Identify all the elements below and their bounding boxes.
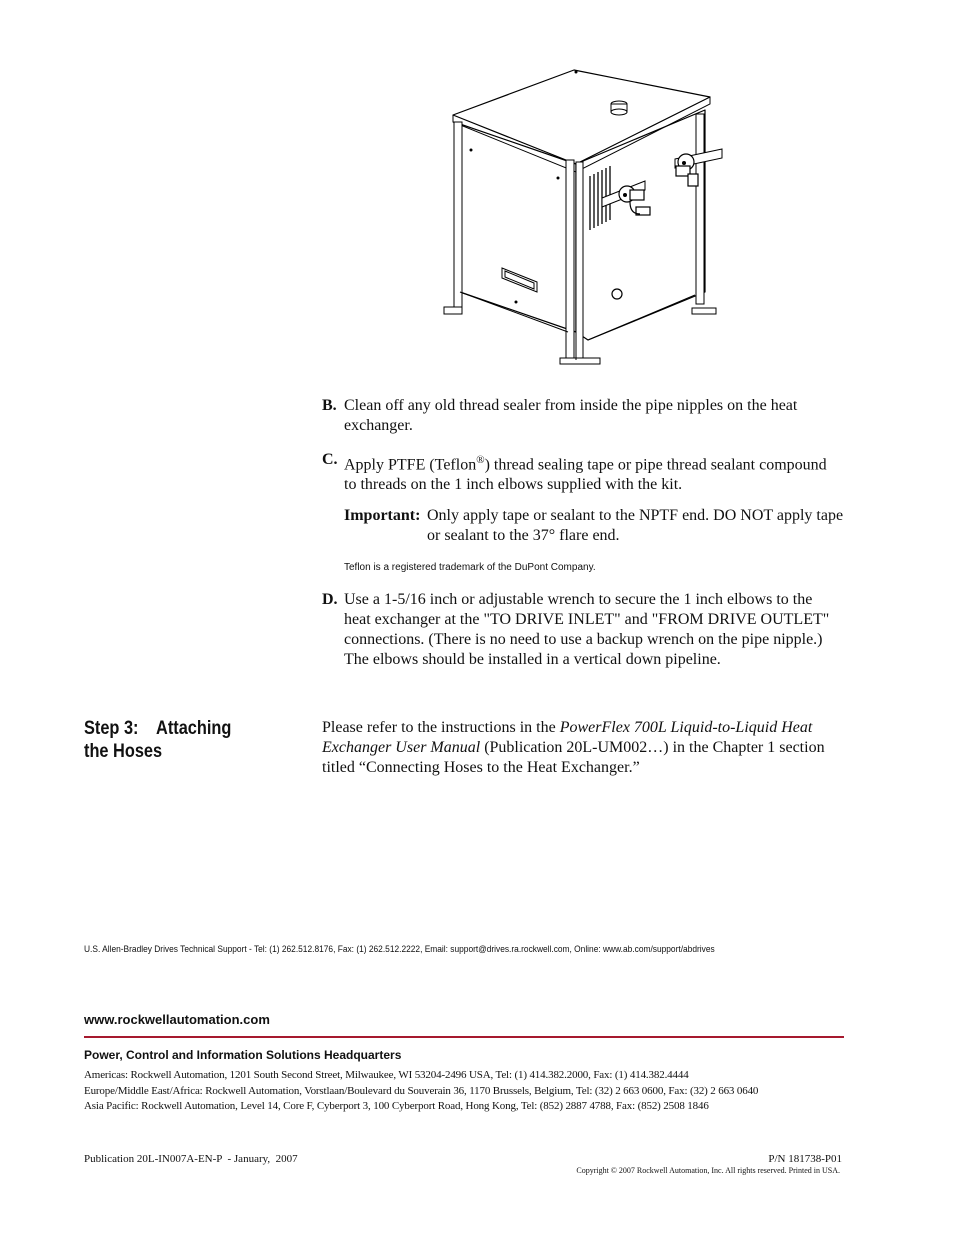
step-d-letter: D.	[322, 591, 338, 608]
step-d	[322, 590, 842, 670]
step3-body	[322, 718, 842, 778]
step-b-letter: B.	[322, 397, 337, 414]
heat-exchanger-illustration	[440, 62, 730, 372]
step3-text-pre: Please refer to the instructions in the	[322, 719, 560, 736]
step-c-text-pre: Apply PTFE (Teflon	[344, 456, 477, 474]
step3-text-post: (Publication 20L-UM002…) in the Chapter 1 section titled “Connecting Hoses to the Heat Exchanger.”	[322, 739, 825, 776]
step-c-letter: C.	[322, 451, 338, 468]
publication-number: Publication 20L-IN007A-EN-P - January, 2007	[84, 1153, 298, 1165]
important-text: Only apply tape or sealant to the NPTF end. DO NOT apply tape or sealant to the 37° flare end.	[427, 507, 844, 544]
step-b	[322, 396, 842, 436]
trademark-footnote: Teflon is a registered trademark of the DuPont Company.	[344, 562, 596, 573]
manual-title: PowerFlex 700L Liquid-to-Liquid Heat Exchanger User Manual	[322, 719, 813, 756]
address-emea: Europe/Middle East/Africa: Rockwell Automation, Vorstlaan/Boulevard du Souverain 36, 1170 Brussels, Belgium, Tel: (32) 2 663 0600, Fax: (32) 2 663 0640	[84, 1085, 759, 1097]
step-c-body	[344, 450, 842, 495]
support-line: U.S. Allen-Bradley Drives Technical Support - Tel: (1) 262.512.8176, Fax: (1) 262.512.2222, Email: support@drives.ra.rockwell.com, Online: www.ab.com/support/abdrives	[84, 944, 715, 954]
step-b-text: Clean off any old thread sealer from inside the pipe nipples on the heat exchanger.	[344, 397, 798, 434]
important-label: Important:	[344, 507, 421, 524]
step-c	[322, 450, 842, 495]
step3-heading: Step 3: Attaching the Hoses	[84, 718, 236, 762]
registered-mark: ®	[476, 454, 485, 466]
address-asia-pacific: Asia Pacific: Rockwell Automation, Level 14, Core F, Cyberport 3, 100 Cyberport Road, Hong Kong, Tel: (852) 2887 4788, Fax: (852) 2508 1846	[84, 1100, 709, 1112]
footer-divider	[84, 1036, 844, 1038]
hq-title: Power, Control and Information Solutions Headquarters	[84, 1048, 402, 1062]
part-number: P/N 181738-P01	[768, 1153, 842, 1165]
step-c-text-post: ) thread sealing tape or pipe thread sealant compound to threads on the 1 inch elbows supplied with the kit.	[344, 456, 827, 494]
heat-exchanger-figure	[440, 62, 730, 372]
copyright: Copyright © 2007 Rockwell Automation, Inc. All rights reserved. Printed in USA.	[576, 1166, 840, 1175]
step-d-text: Use a 1-5/16 inch or adjustable wrench to secure the 1 inch elbows to the heat exchanger at the "TO DRIVE INLET" and "FROM DRIVE OUTLET" connections. (There is no need to use a backup wrench on the pipe nipple.) The elbows should be installed in a vertical down pipeline.	[344, 591, 830, 668]
website-link[interactable]: www.rockwellautomation.com	[84, 1012, 270, 1027]
important-note	[344, 506, 844, 546]
address-americas: Americas: Rockwell Automation, 1201 South Second Street, Milwaukee, WI 53204-2496 USA, Tel: (1) 414.382.2000, Fax: (1) 414.382.4444	[84, 1069, 689, 1081]
